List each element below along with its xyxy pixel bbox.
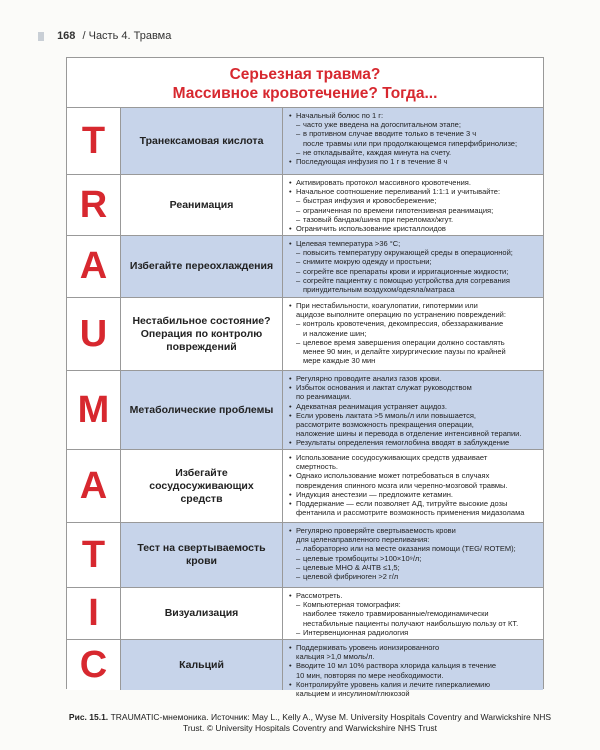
section-title: Часть 4. Травма — [88, 30, 172, 42]
continuation-line: после травмы или при продолжающемся гиперфибринолизе; — [303, 138, 518, 148]
mnemonic-letter: T — [67, 108, 121, 174]
dash-item: – целевые тромбоциты >100×10⁹/л; — [289, 554, 539, 563]
row-bullets — [283, 640, 543, 699]
dash-item: – повысить температуру окружающей среды в операционной; — [289, 248, 539, 257]
row-bullets — [283, 371, 543, 449]
dash-item: – Компьютерная томография: — [289, 600, 539, 609]
continuation-line: наложение шины и перевода в отделение интенсивной терапии. — [296, 429, 522, 439]
title-line-2: Массивное кровотечение? Тогда... — [172, 85, 438, 102]
bullet-item: • Регулярно проверяйте свертываемость крови — [289, 526, 539, 535]
dash-item: – лабораторно или на месте оказания помощи (TEG/ ROTEM); — [289, 544, 539, 553]
bullet-item: • Рассмотреть. — [289, 591, 539, 600]
continuation-line: для целенаправленного переливания: — [296, 535, 430, 545]
bullet-item: • Регулярно проводите анализ газов крови. — [289, 374, 539, 383]
caption-text: TRAUMATIC-мнемоника. Источник: May L., Kelly A., Wyse M. University Hospitals Coventry and Warwickshire NHS Trust. © University Hospitals Coventry and Warwickshire NHS Trust — [110, 712, 552, 733]
table-row — [67, 640, 543, 699]
row-label: Транексамовая кислота — [121, 108, 283, 174]
mnemonic-letter: U — [67, 298, 121, 370]
bullet-item: • Ограничить использование кристаллоидов — [289, 224, 539, 233]
row-bullets — [283, 450, 543, 522]
bullet-item: • Поддерживать уровень ионизированного — [289, 643, 539, 652]
figure-caption — [60, 712, 560, 734]
continuation-line: 10 мин, повторяя по мере необходимости. — [296, 670, 444, 680]
dash-item: – не откладывайте, каждая минута на счету. — [289, 148, 539, 157]
bullet-item: • Начальное соотношение переливаний 1:1:1 и учитывайте: — [289, 187, 539, 196]
title-line-1: Серьезная травма? — [229, 66, 381, 83]
figure-number: Рис. 15.1. — [68, 712, 109, 722]
mnemonic-letter: I — [67, 588, 121, 639]
row-label: Визуализация — [121, 588, 283, 639]
continuation-line: менее 90 мин, и делайте хирургические паузы по крайней — [303, 347, 506, 357]
continuation-line: кальция >1,0 ммоль/л. — [296, 652, 375, 662]
dash-item: – контроль кровотечения, декомпрессия, обеззараживание — [289, 319, 539, 328]
row-label: Нестабильное состояние? Операция по контролю повреждений — [121, 298, 283, 370]
bullet-item: • Активировать протокол массивного кровотечения. — [289, 178, 539, 187]
bullet-item: • Целевая температура >36 °C; — [289, 239, 539, 248]
row-label: Избегайте переохлаждения — [121, 236, 283, 297]
continuation-line: рассмотрите возможность прекращения операции, — [296, 420, 474, 430]
dash-item: – Интервенционная радиология — [289, 628, 539, 637]
bullet-item: • Начальный болюс по 1 г: — [289, 111, 539, 120]
dash-item: – целевой фибриноген >2 г/л — [289, 572, 539, 581]
bullet-item: • Контролируйте уровень калия и лечите гиперкалиемию — [289, 680, 539, 689]
row-label: Кальций — [121, 640, 283, 690]
page-header — [38, 30, 171, 42]
table-row — [67, 108, 543, 175]
dash-item: – в противном случае вводите только в течение 3 ч — [289, 129, 539, 138]
row-label: Реанимация — [121, 175, 283, 235]
mnemonic-letter: C — [67, 640, 121, 690]
row-label: Тест на свертываемость крови — [121, 523, 283, 587]
row-bullets — [283, 588, 543, 639]
continuation-line: фентанила и рассмотрите возможность применения мидазолама — [296, 508, 525, 518]
row-label: Избегайте сосудосуживающих средств — [121, 450, 283, 522]
dash-item: – часто уже введена на догоспитальном этапе; — [289, 120, 539, 129]
mnemonic-letter: T — [67, 523, 121, 587]
bullet-item: • Однако использование может потребоваться в случаях — [289, 471, 539, 480]
bullet-item: • Вводите 10 мл 10% раствора хлорида кальция в течение — [289, 661, 539, 670]
dash-item: – быстрая инфузия и кровосбережение; — [289, 196, 539, 205]
bullet-item: • Последующая инфузия по 1 г в течение 8 ч — [289, 157, 539, 166]
continuation-line: нестабильные пациенты получают наибольшую пользу от КТ. — [303, 618, 519, 628]
bullet-item: • Результаты определения гемоглобина вводят в заблуждение — [289, 438, 539, 447]
continuation-line: по реанимации. — [296, 392, 352, 402]
dash-item: – согрейте пациентку с помощью устройства для согревания — [289, 276, 539, 285]
table-title — [67, 58, 543, 108]
mnemonic-letter: M — [67, 371, 121, 449]
dash-item: – снимите мокрую одежду и простыни; — [289, 257, 539, 266]
table-row — [67, 298, 543, 371]
dash-item: – ограниченная по времени гипотензивная реанимация; — [289, 206, 539, 215]
page-number: 168 — [57, 30, 76, 42]
bullet-item: • Использование сосудосуживающих средств удваивает — [289, 453, 539, 462]
continuation-line: и наложение шин; — [303, 328, 367, 338]
mnemonic-letter: R — [67, 175, 121, 235]
dash-item: – согрейте все препараты крови и ирригационные жидкости; — [289, 267, 539, 276]
table-row — [67, 236, 543, 298]
row-bullets — [283, 236, 543, 297]
continuation-line: повреждения спинного мозга или черепно-мозговой травмы. — [296, 480, 508, 490]
continuation-line: наиболее тяжело травмированные/гемодинамически — [303, 609, 489, 619]
bullet-item: • Адекватная реанимация устраняет ацидоз. — [289, 402, 539, 411]
traumatic-table — [66, 57, 544, 699]
table-row — [67, 588, 543, 640]
table-row — [67, 450, 543, 523]
table-row — [67, 175, 543, 236]
header-marker — [38, 32, 44, 41]
dash-item: – тазовый бандаж/шина при переломах/жгут. — [289, 215, 539, 224]
row-bullets — [283, 175, 543, 235]
continuation-line: мере каждые 30 мин — [303, 356, 376, 366]
row-label: Метаболические проблемы — [121, 371, 283, 449]
bullet-item: • Избыток основания и лактат служат руководством — [289, 383, 539, 392]
bullet-item: • Если уровень лактата >5 ммоль/л или повышается, — [289, 411, 539, 420]
continuation-line: смертность. — [296, 462, 339, 472]
continuation-line: ацидозе выполните операцию по устранению повреждений: — [296, 310, 506, 320]
bullet-item: • Индукция анестезии — предложите кетамин. — [289, 490, 539, 499]
header-separator: / — [82, 30, 86, 42]
bullet-item: • При нестабильности, коагулопатии, гипотермии или — [289, 301, 539, 310]
continuation-line: принудительным воздухом/одеяла/матраса — [303, 285, 455, 295]
mnemonic-letter: A — [67, 236, 121, 297]
row-bullets — [283, 108, 543, 174]
dash-item: – целевые МНО & АЧТВ ≤1,5; — [289, 563, 539, 572]
row-bullets — [283, 523, 543, 587]
dash-item: – целевое время завершения операции должно составлять — [289, 338, 539, 347]
mnemonic-letter: A — [67, 450, 121, 522]
continuation-line: кальцием и инсулином/глюкозой — [296, 689, 410, 699]
bullet-item: • Поддержание — если позволяет АД, титруйте высокие дозы — [289, 499, 539, 508]
row-bullets — [283, 298, 543, 370]
table-row — [67, 371, 543, 450]
table-row — [67, 523, 543, 588]
